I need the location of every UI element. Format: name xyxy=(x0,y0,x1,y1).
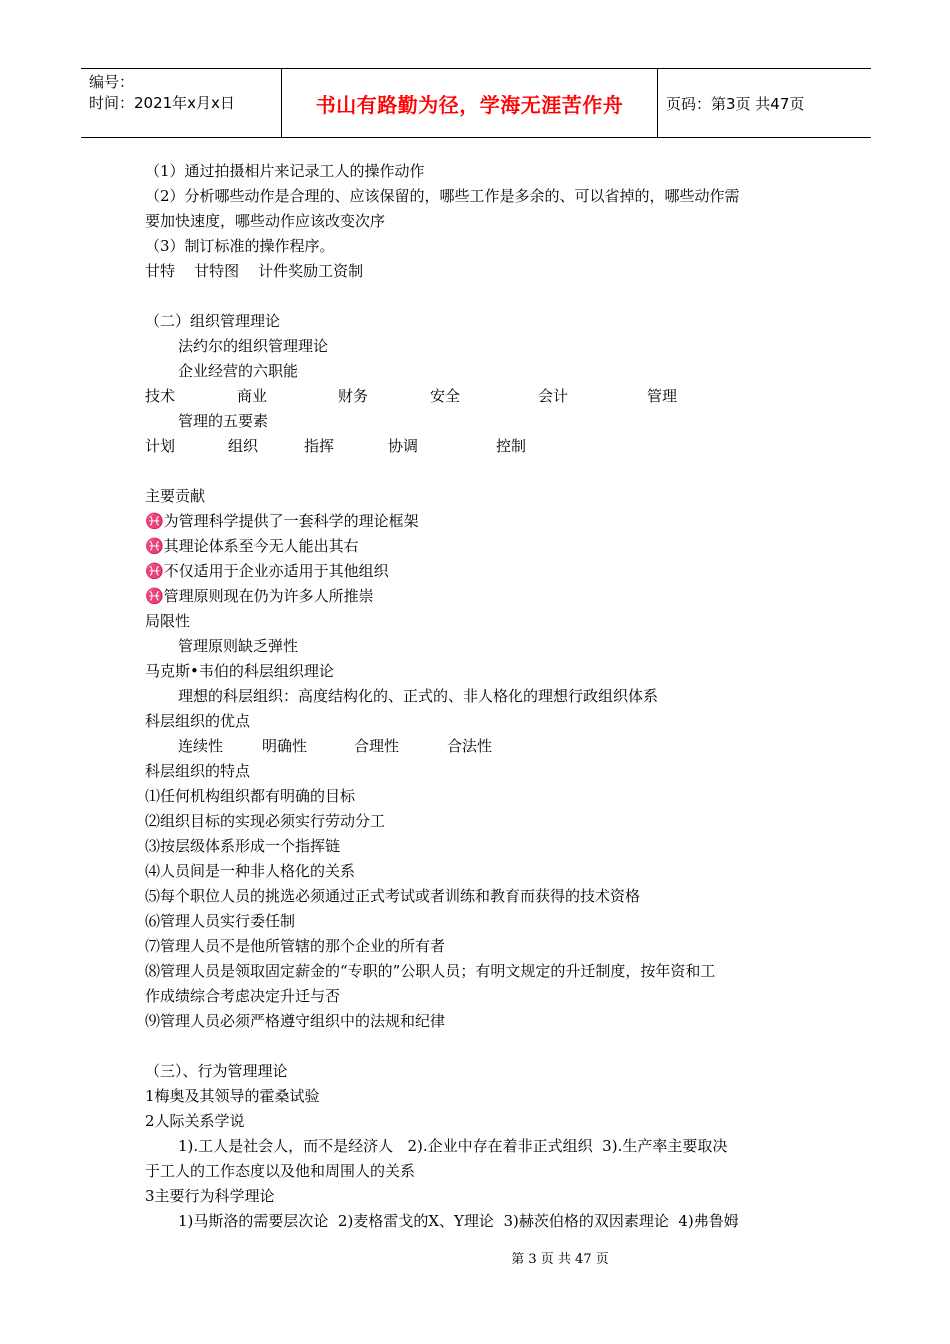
merit-item: 合理性 xyxy=(354,737,400,755)
list-item: ⑸每个职位人员的挑选必须通过正式考试或者训练和教育而获得的技术资格 xyxy=(145,887,641,905)
page-header xyxy=(81,68,871,138)
element-item: 组织 xyxy=(228,437,259,455)
list-item: ⑺管理人员不是他所管辖的那个企业的所有者 xyxy=(145,937,446,955)
bullet-line: ♓管理原则现在仍为许多人所推崇 xyxy=(145,587,374,605)
function-item: 会计 xyxy=(538,387,569,405)
element-item: 计划 xyxy=(145,437,176,455)
page-footer xyxy=(0,1248,950,1267)
merit-item: 连续性 xyxy=(178,737,224,755)
text-line: 科层组织的特点 xyxy=(145,762,251,780)
text-line: 局限性 xyxy=(145,612,191,630)
merit-item: 明确性 xyxy=(262,737,308,755)
text-line: 要加快速度，哪些动作应该改变次序 xyxy=(145,212,386,230)
function-item: 技术 xyxy=(145,387,176,405)
section-heading: （二）组织管理理论 xyxy=(145,312,281,330)
list-item: ⑻管理人员是领取固定薪金的“专职的”公职人员；有明文规定的升迁制度，按年资和工 xyxy=(145,962,716,980)
bullet-line: ♓不仅适用于企业亦适用于其他组织 xyxy=(145,562,389,580)
list-item: ⑴任何机构组织都有明确的目标 xyxy=(145,787,356,805)
function-item: 安全 xyxy=(430,387,461,405)
list-item: ⑼管理人员必须严格遵守组织中的法规和纪律 xyxy=(145,1012,446,1030)
text-line: 1).工人是社会人，而不是经济人 2).企业中存在着非正式组织 3).生产率主要取决 xyxy=(178,1137,728,1155)
list-item: ⑷人员间是一种非人格化的关系 xyxy=(145,862,356,880)
serial-label: 编号： xyxy=(89,73,135,91)
header-motto xyxy=(282,69,658,137)
text-line: 马克斯•韦伯的科层组织理论 xyxy=(145,662,334,680)
text-line: 企业经营的六职能 xyxy=(178,362,299,380)
merit-item: 合法性 xyxy=(447,737,493,755)
text-line: 3主要行为科学理论 xyxy=(145,1187,275,1205)
header-meta xyxy=(81,69,282,137)
element-item: 协调 xyxy=(388,437,419,455)
list-item: ⑹管理人员实行委任制 xyxy=(145,912,296,930)
text-line: 理想的科层组织：高度结构化的、正式的、非人格化的理想行政组织体系 xyxy=(178,687,659,705)
time-label: 时间：2021年x月x日 xyxy=(89,94,235,112)
footer-page-number: 第 3 页 共 47 页 xyxy=(511,1252,609,1267)
list-item: ⑵组织目标的实现必须实行劳动分工 xyxy=(145,812,386,830)
text-line: （3）制订标准的操作程序。 xyxy=(145,237,335,255)
page-info-text: 页码：第3页 共47页 xyxy=(666,94,805,113)
text-line: （2）分析哪些动作是合理的、应该保留的，哪些工作是多余的、可以省掉的，哪些动作需 xyxy=(145,187,740,205)
text-line: 科层组织的优点 xyxy=(145,712,251,730)
list-item: ⑶按层级体系形成一个指挥链 xyxy=(145,837,341,855)
function-item: 财务 xyxy=(338,387,369,405)
header-page-info xyxy=(658,69,871,137)
text-line: 于工人的工作态度以及他和周围人的关系 xyxy=(145,1162,416,1180)
text-line: 管理原则缺乏弹性 xyxy=(178,637,299,655)
element-item: 控制 xyxy=(496,437,527,455)
section-heading: （三）、行为管理理论 xyxy=(145,1062,288,1080)
text-line: 1梅奥及其领导的霍桑试验 xyxy=(145,1087,320,1105)
function-item: 商业 xyxy=(237,387,268,405)
text-line: 甘特 甘特图 计件奖励工资制 xyxy=(145,262,364,280)
function-item: 管理 xyxy=(647,387,678,405)
bullet-line: ♓其理论体系至今无人能出其右 xyxy=(145,537,359,555)
text-line: 主要贡献 xyxy=(145,487,206,505)
text-line: 管理的五要素 xyxy=(178,412,269,430)
motto-text: 书山有路勤为径，学海无涯苦作舟 xyxy=(315,92,624,117)
text-line: （1）通过拍摄相片来记录工人的操作动作 xyxy=(145,162,425,180)
text-line: 法约尔的组织管理理论 xyxy=(178,337,329,355)
bullet-line: ♓为管理科学提供了一套科学的理论框架 xyxy=(145,512,419,530)
text-line: 2人际关系学说 xyxy=(145,1112,245,1130)
text-line: 作成绩综合考虑决定升迁与否 xyxy=(145,987,341,1005)
element-item: 指挥 xyxy=(304,437,335,455)
text-line: 1)马斯洛的需要层次论 2)麦格雷戈的X、Y理论 3)赫茨伯格的双因素理论 4)弗鲁姆 xyxy=(178,1212,739,1230)
